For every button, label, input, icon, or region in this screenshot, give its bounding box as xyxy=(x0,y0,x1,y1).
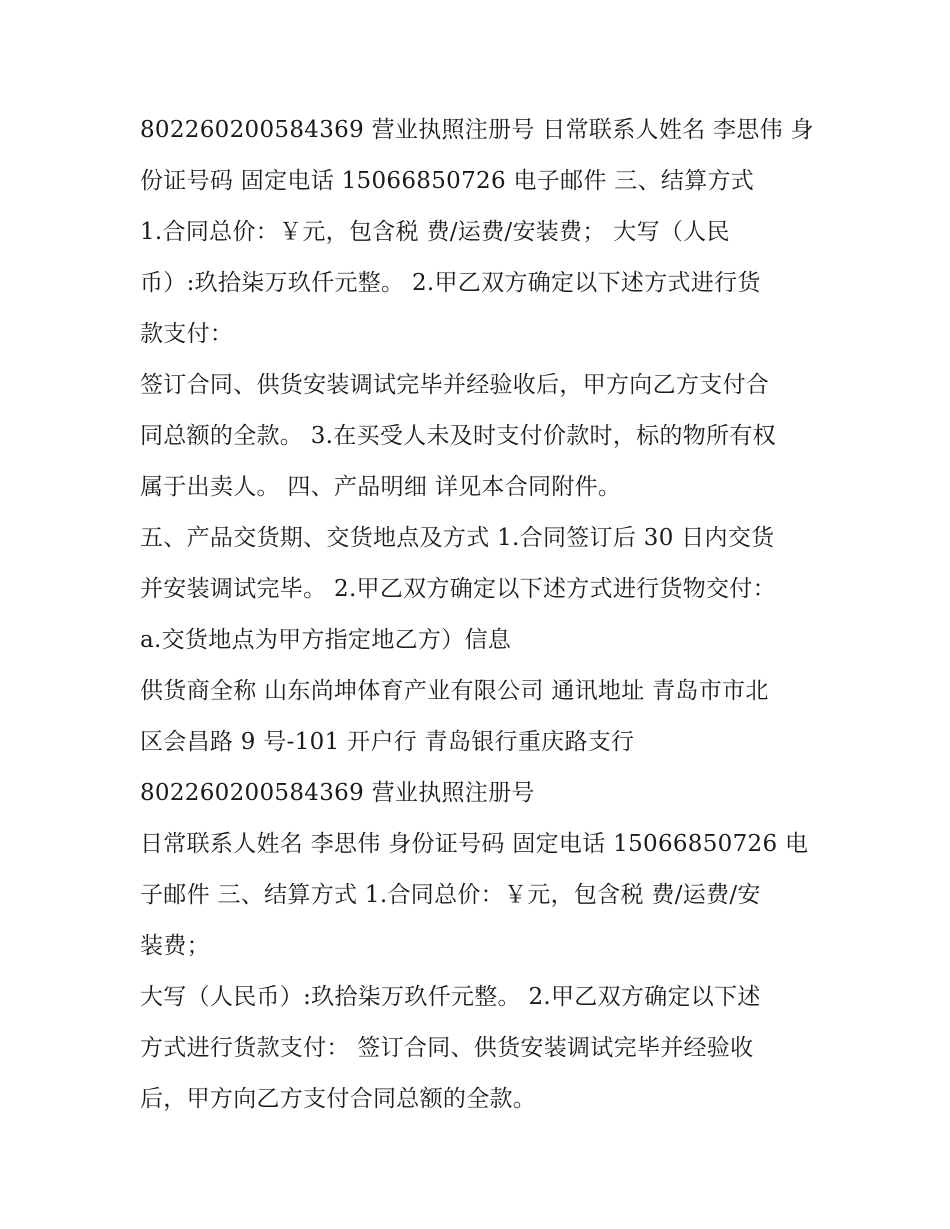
text-line: 802260200584369 营业执照注册号 日常联系人姓名 李思伟 身 xyxy=(140,117,814,143)
document-body xyxy=(140,105,820,1125)
text-line: 款支付： xyxy=(140,321,234,347)
text-line: 同总额的全款。 3.在买受人未及时支付价款时，标的物所有权 xyxy=(140,423,776,449)
text-line: 签订合同、供货安装调试完毕并经验收后，甲方向乙方支付合 xyxy=(140,372,770,398)
text-line: 大写（人民币）:玖拾柒万玖仟元整。 2.甲乙双方确定以下述 xyxy=(140,984,761,1010)
text-line: 供货商全称 山东尚坤体育产业有限公司 通讯地址 青岛市市北 xyxy=(140,678,769,704)
text-line: 子邮件 三、结算方式 1.合同总价：￥元，包含税 费/运费/安 xyxy=(140,882,761,908)
text-line: 方式进行货款支付： 签订合同、供货安装调试完毕并经验收 xyxy=(140,1035,754,1061)
text-line: 802260200584369 营业执照注册号 xyxy=(140,780,535,806)
text-line: 属于出卖人。 四、产品明细 详见本合同附件。 xyxy=(140,474,622,500)
text-line: 装费； xyxy=(140,933,210,959)
text-line: 日常联系人姓名 李思伟 身份证号码 固定电话 15066850726 电 xyxy=(140,831,809,857)
text-line: 五、产品交货期、交货地点及方式 1.合同签订后 30 日内交货 xyxy=(140,525,775,551)
text-line: 币）:玖拾柒万玖仟元整。 2.甲乙双方确定以下述方式进行货 xyxy=(140,270,761,296)
text-line: 区会昌路 9 号-101 开户行 青岛银行重庆路支行 xyxy=(140,729,635,755)
text-line: 1.合同总价：￥元，包含税 费/运费/安装费； 大写（人民 xyxy=(140,219,730,245)
text-line: 后，甲方向乙方支付合同总额的全款。 xyxy=(140,1086,537,1112)
text-line: 并安装调试完毕。 2.甲乙双方确定以下述方式进行货物交付： xyxy=(140,576,776,602)
text-line: a.交货地点为甲方指定地乙方）信息 xyxy=(140,627,512,653)
text-line: 份证号码 固定电话 15066850726 电子邮件 三、结算方式 xyxy=(140,168,755,194)
